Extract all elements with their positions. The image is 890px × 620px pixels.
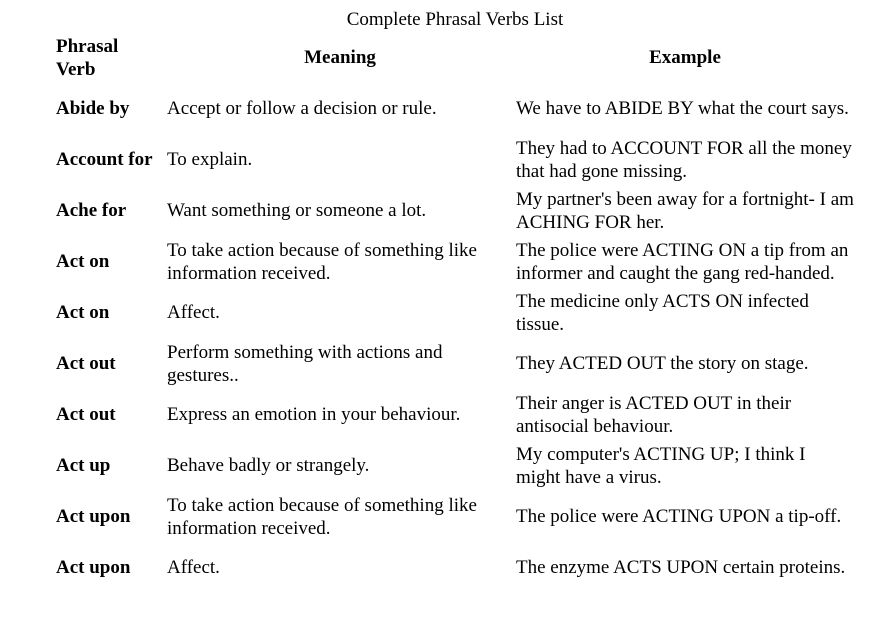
meaning-cell: Accept or follow a decision or rule. [167, 98, 437, 119]
example-cell: My partner's been away for a fortnight- I am ACHING FOR her. [516, 188, 854, 233]
meaning-cell: To explain. [167, 149, 253, 170]
table-row [0, 83, 890, 134]
meaning-cell: Express an emotion in your behaviour. [167, 404, 461, 425]
table-caption: Complete Phrasal Verbs List [346, 9, 564, 30]
column-header-phrasal-verb: Phrasal Verb [56, 36, 119, 80]
example-cell: My computer's ACTING UP; I think I might have a virus. [516, 443, 806, 488]
column-header-meaning: Meaning [304, 47, 376, 68]
example-cell: We have to ABIDE BY what the court says. [516, 98, 849, 119]
table-row [0, 389, 890, 440]
table-row [0, 185, 890, 236]
table-row [0, 491, 890, 542]
meaning-cell: Affect. [167, 302, 220, 323]
meaning-cell: Perform something with actions and gestures.. [167, 341, 443, 386]
phrasal-verb-cell: Act out [56, 353, 116, 374]
phrasal-verb-cell: Act on [56, 302, 110, 323]
example-cell: The medicine only ACTS ON infected tissue. [516, 290, 809, 335]
example-cell: They ACTED OUT the story on stage. [516, 353, 809, 374]
table-row [0, 440, 890, 491]
phrasal-verb-cell: Ache for [56, 200, 127, 221]
table-row [0, 287, 890, 338]
phrasal-verb-cell: Abide by [56, 98, 130, 119]
table-row [0, 542, 890, 593]
phrasal-verb-cell: Account for [56, 149, 153, 170]
table-row [0, 134, 890, 185]
phrasal-verbs-table [0, 83, 890, 593]
table-row [0, 338, 890, 389]
phrasal-verb-cell: Act out [56, 404, 116, 425]
table-row [0, 236, 890, 287]
example-cell: They had to ACCOUNT FOR all the money that had gone missing. [516, 137, 852, 182]
example-cell: The police were ACTING ON a tip from an informer and caught the gang red-handed. [516, 239, 849, 284]
phrasal-verb-cell: Act on [56, 251, 110, 272]
phrasal-verb-cell: Act upon [56, 557, 131, 578]
example-cell: The police were ACTING UPON a tip-off. [516, 506, 842, 527]
column-header-example: Example [649, 47, 721, 68]
example-cell: The enzyme ACTS UPON certain proteins. [516, 557, 846, 578]
phrasal-verb-cell: Act up [56, 455, 111, 476]
meaning-cell: Want something or someone a lot. [167, 200, 427, 221]
meaning-cell: Behave badly or strangely. [167, 455, 370, 476]
meaning-cell: Affect. [167, 557, 220, 578]
meaning-cell: To take action because of something like information received. [167, 494, 477, 539]
phrasal-verb-cell: Act upon [56, 506, 131, 527]
example-cell: Their anger is ACTED OUT in their antisocial behaviour. [516, 392, 792, 437]
meaning-cell: To take action because of something like information received. [167, 239, 477, 284]
